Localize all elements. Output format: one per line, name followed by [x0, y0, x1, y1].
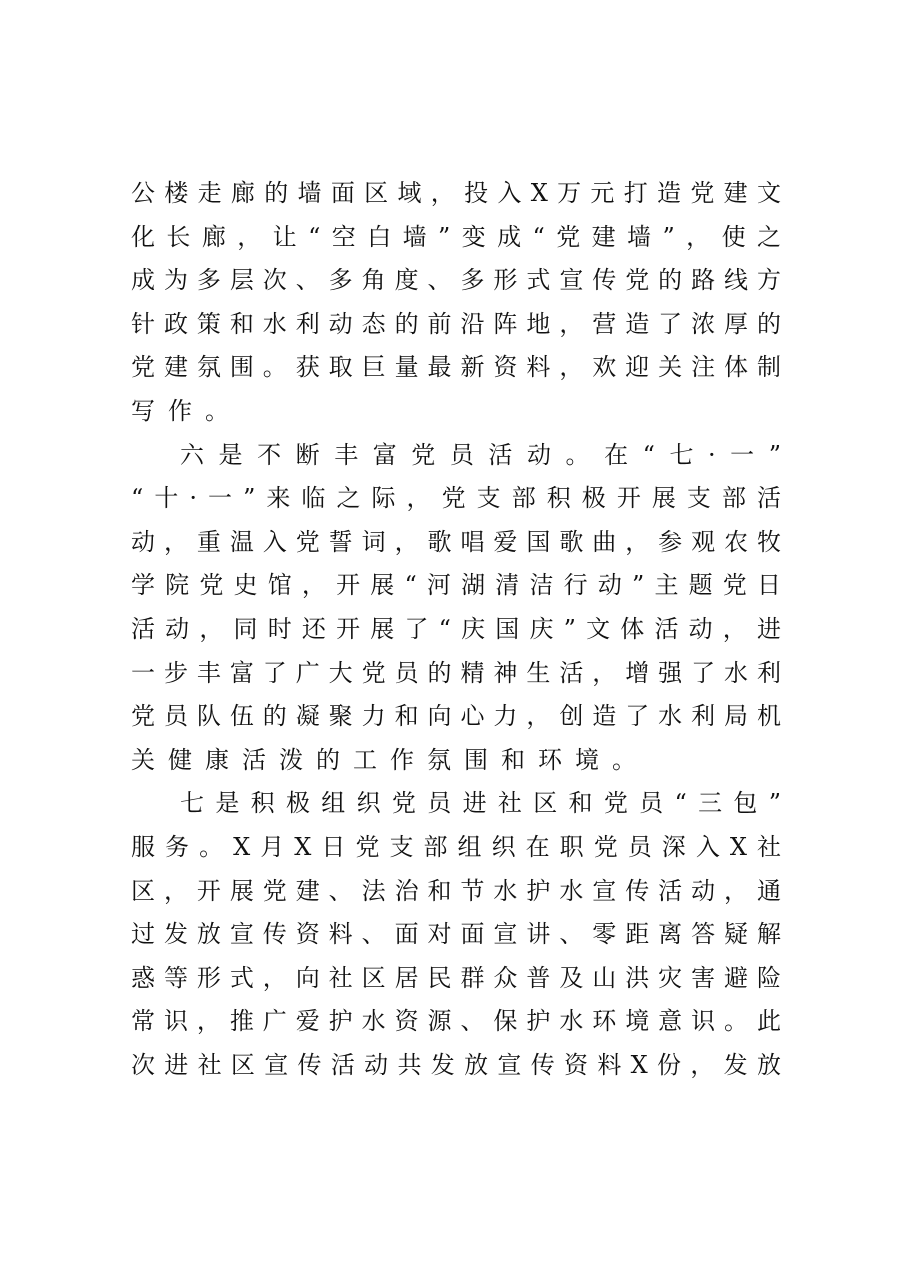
paragraph-end-line: 关健康活泼的工作氛围和环境。: [131, 745, 649, 774]
text-line: 常识，推广爱护水资源、保护水环境意识。此: [131, 1007, 781, 1036]
text-line: 党建氛围。获取巨量最新资料，欢迎关注体制: [131, 353, 781, 382]
paragraph-start-line: 七是积极组织党员进社区和党员“三包”: [180, 789, 781, 818]
text-line: 党员队伍的凝聚力和向心力，创造了水利局机: [131, 702, 781, 731]
text-line: 活动，同时还开展了“庆国庆”文体活动，进: [131, 614, 781, 643]
text-line: 一步丰富了广大党员的精神生活，增强了水利: [131, 658, 781, 687]
paragraph-start-line: 六是不断丰富党员活动。在“七·一”: [180, 440, 781, 469]
paragraph-end-line: 写作。: [131, 396, 242, 425]
text-line: 针政策和水利动态的前沿阵地，营造了浓厚的: [131, 309, 781, 338]
text-line: 服务。X月X日党支部组织在职党员深入X社: [131, 832, 781, 861]
text-line: 成为多层次、多角度、多形式宣传党的路线方: [131, 266, 781, 295]
text-line: 公楼走廊的墙面区域，投入X万元打造党建文: [131, 179, 781, 207]
text-line: 次进社区宣传活动共发放宣传资料X份，发放: [131, 1050, 781, 1079]
text-line: 学院党史馆，开展“河湖清洁行动”主题党日: [131, 571, 781, 600]
text-line: “十·一”来临之际，党支部积极开展支部活: [131, 484, 781, 513]
text-line: 化长廊，让“空白墙”变成“党建墙”，使之: [131, 222, 781, 251]
document-body-text: [131, 172, 781, 1087]
text-line: 过发放宣传资料、面对面宣讲、零距离答疑解: [131, 920, 781, 949]
text-line: 区，开展党建、法治和节水护水宣传活动，通: [131, 876, 781, 905]
text-line: 惑等形式，向社区居民群众普及山洪灾害避险: [131, 963, 781, 992]
text-line: 动，重温入党誓词，歌唱爱国歌曲，参观农牧: [131, 527, 781, 556]
